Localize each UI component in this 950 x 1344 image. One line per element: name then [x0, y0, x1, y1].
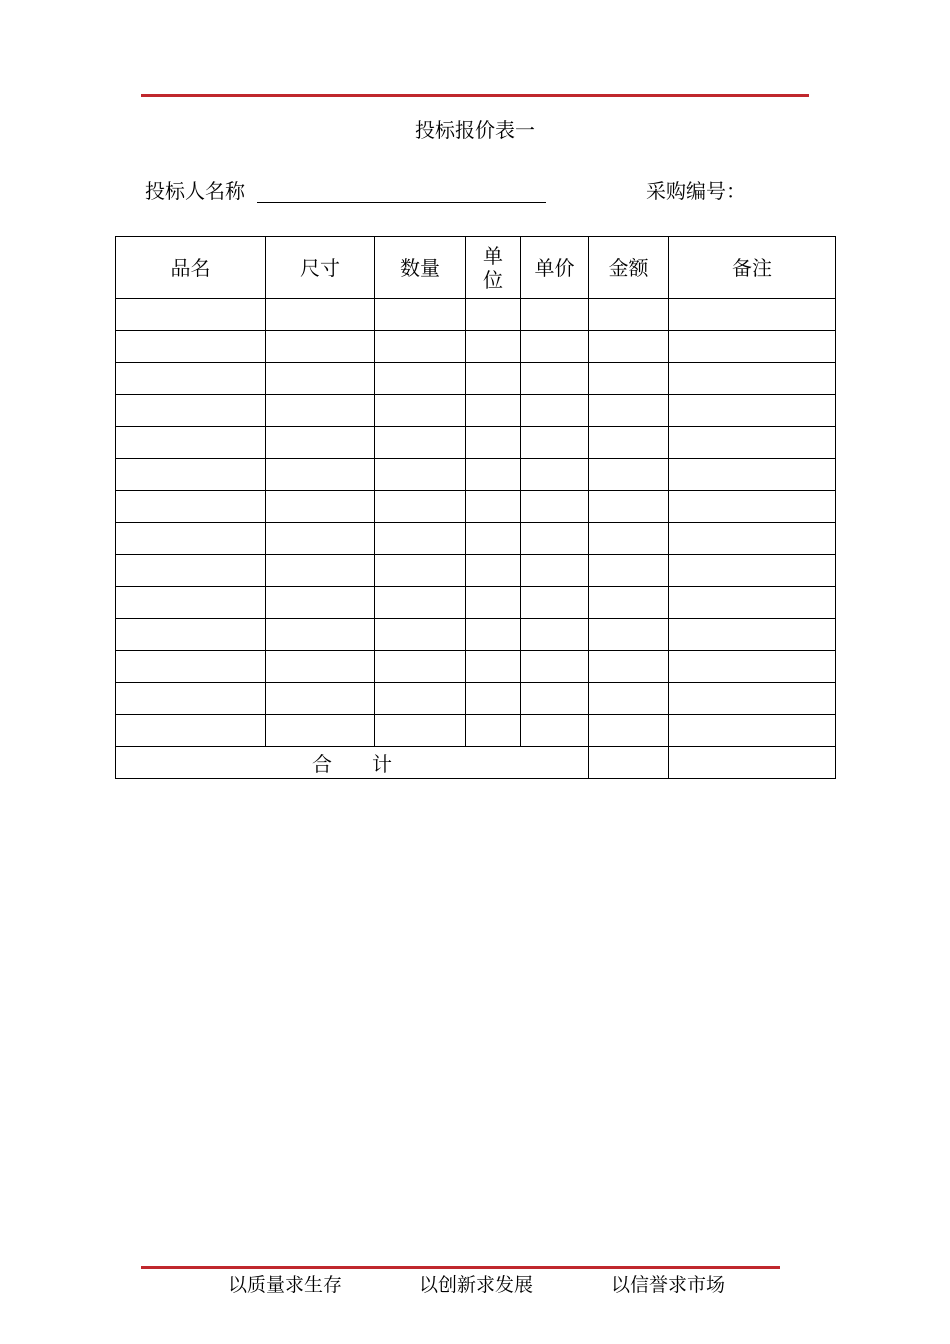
cell-item-name[interactable]	[116, 299, 266, 331]
cell-remarks[interactable]	[669, 651, 836, 683]
cell-quantity[interactable]	[375, 395, 466, 427]
cell-remarks[interactable]	[669, 715, 836, 747]
footer-slogan-quality: 以质量求生存	[228, 1274, 343, 1296]
cell-remarks[interactable]	[669, 683, 836, 715]
cell-item-name[interactable]	[116, 587, 266, 619]
cell-unit[interactable]	[466, 459, 521, 491]
cell-size[interactable]	[266, 619, 375, 651]
cell-quantity[interactable]	[375, 331, 466, 363]
bidder-name-label: 投标人名称	[145, 179, 245, 203]
cell-remarks[interactable]	[669, 427, 836, 459]
total-label	[116, 747, 589, 779]
table-row	[116, 331, 836, 363]
cell-amount[interactable]	[589, 715, 669, 747]
cell-amount[interactable]	[589, 683, 669, 715]
total-label-1: 合	[312, 752, 332, 776]
table-row	[116, 427, 836, 459]
cell-size[interactable]	[266, 427, 375, 459]
cell-item-name[interactable]	[116, 459, 266, 491]
header-amount: 金额	[589, 237, 669, 299]
cell-amount[interactable]	[589, 331, 669, 363]
cell-quantity[interactable]	[375, 523, 466, 555]
header-divider	[141, 94, 809, 97]
cell-amount[interactable]	[589, 619, 669, 651]
table-row	[116, 619, 836, 651]
header-unit-price: 单价	[521, 237, 589, 299]
cell-quantity[interactable]	[375, 555, 466, 587]
cell-item-name[interactable]	[116, 363, 266, 395]
cell-remarks[interactable]	[669, 555, 836, 587]
cell-unit-price[interactable]	[521, 651, 589, 683]
cell-quantity[interactable]	[375, 619, 466, 651]
cell-unit-price[interactable]	[521, 459, 589, 491]
header-remarks: 备注	[669, 237, 836, 299]
header-unit-line2: 位	[483, 267, 503, 292]
table-row	[116, 363, 836, 395]
cell-unit[interactable]	[466, 587, 521, 619]
cell-unit[interactable]	[466, 427, 521, 459]
cell-remarks[interactable]	[669, 491, 836, 523]
cell-item-name[interactable]	[116, 331, 266, 363]
cell-quantity[interactable]	[375, 683, 466, 715]
cell-item-name[interactable]	[116, 619, 266, 651]
cell-amount[interactable]	[589, 427, 669, 459]
cell-size[interactable]	[266, 459, 375, 491]
cell-quantity[interactable]	[375, 427, 466, 459]
cell-size[interactable]	[266, 587, 375, 619]
header-size: 尺寸	[266, 237, 375, 299]
footer-slogan-innovation: 以创新求发展	[419, 1274, 534, 1296]
cell-unit[interactable]	[466, 651, 521, 683]
footer-slogan-reputation: 以信誉求市场	[611, 1274, 726, 1296]
cell-unit-price[interactable]	[521, 299, 589, 331]
cell-remarks[interactable]	[669, 331, 836, 363]
table-row	[116, 555, 836, 587]
table-row	[116, 651, 836, 683]
cell-unit[interactable]	[466, 555, 521, 587]
cell-size[interactable]	[266, 555, 375, 587]
cell-unit[interactable]	[466, 363, 521, 395]
table-row	[116, 299, 836, 331]
cell-unit-price[interactable]	[521, 331, 589, 363]
cell-unit[interactable]	[466, 299, 521, 331]
header-unit	[466, 237, 521, 299]
cell-quantity[interactable]	[375, 715, 466, 747]
cell-item-name[interactable]	[116, 555, 266, 587]
cell-unit-price[interactable]	[521, 619, 589, 651]
cell-quantity[interactable]	[375, 587, 466, 619]
cell-remarks[interactable]	[669, 619, 836, 651]
cell-size[interactable]	[266, 683, 375, 715]
cell-unit-price[interactable]	[521, 395, 589, 427]
procurement-number-label: 采购编号：	[646, 179, 746, 203]
cell-item-name[interactable]	[116, 683, 266, 715]
cell-item-name[interactable]	[116, 395, 266, 427]
table-row	[116, 683, 836, 715]
cell-unit-price[interactable]	[521, 587, 589, 619]
cell-unit-price[interactable]	[521, 363, 589, 395]
cell-quantity[interactable]	[375, 491, 466, 523]
cell-unit-price[interactable]	[521, 715, 589, 747]
header-unit-line1: 单	[483, 243, 503, 268]
table-row	[116, 459, 836, 491]
cell-size[interactable]	[266, 651, 375, 683]
cell-unit[interactable]	[466, 491, 521, 523]
cell-remarks[interactable]	[669, 459, 836, 491]
cell-unit[interactable]	[466, 715, 521, 747]
cell-size[interactable]	[266, 491, 375, 523]
table-row	[116, 587, 836, 619]
total-remarks-cell[interactable]	[669, 747, 836, 779]
quote-table	[115, 236, 836, 779]
header-quantity: 数量	[375, 237, 466, 299]
cell-remarks[interactable]	[669, 363, 836, 395]
total-row	[116, 747, 836, 779]
cell-remarks[interactable]	[669, 523, 836, 555]
cell-amount[interactable]	[589, 651, 669, 683]
cell-amount[interactable]	[589, 363, 669, 395]
cell-amount[interactable]	[589, 555, 669, 587]
cell-unit-price[interactable]	[521, 555, 589, 587]
cell-unit[interactable]	[466, 523, 521, 555]
table-row	[116, 395, 836, 427]
cell-quantity[interactable]	[375, 651, 466, 683]
cell-amount[interactable]	[589, 523, 669, 555]
cell-item-name[interactable]	[116, 715, 266, 747]
cell-amount[interactable]	[589, 587, 669, 619]
cell-amount[interactable]	[589, 491, 669, 523]
cell-size[interactable]	[266, 299, 375, 331]
cell-size[interactable]	[266, 523, 375, 555]
cell-unit-price[interactable]	[521, 491, 589, 523]
cell-item-name[interactable]	[116, 651, 266, 683]
cell-unit[interactable]	[466, 331, 521, 363]
page-title: 投标报价表一	[415, 118, 535, 142]
cell-unit[interactable]	[466, 619, 521, 651]
cell-size[interactable]	[266, 395, 375, 427]
cell-amount[interactable]	[589, 395, 669, 427]
cell-remarks[interactable]	[669, 299, 836, 331]
table-header-row	[116, 237, 836, 299]
cell-item-name[interactable]	[116, 427, 266, 459]
cell-quantity[interactable]	[375, 459, 466, 491]
cell-quantity[interactable]	[375, 363, 466, 395]
cell-quantity[interactable]	[375, 299, 466, 331]
cell-size[interactable]	[266, 715, 375, 747]
cell-unit[interactable]	[466, 395, 521, 427]
cell-remarks[interactable]	[669, 395, 836, 427]
cell-item-name[interactable]	[116, 523, 266, 555]
cell-size[interactable]	[266, 331, 375, 363]
footer-divider	[141, 1266, 780, 1269]
cell-amount[interactable]	[589, 299, 669, 331]
cell-remarks[interactable]	[669, 587, 836, 619]
total-label-2: 计	[372, 752, 392, 776]
cell-unit-price[interactable]	[521, 683, 589, 715]
table-row	[116, 491, 836, 523]
table-row	[116, 523, 836, 555]
total-amount-cell[interactable]	[589, 747, 669, 779]
cell-unit-price[interactable]	[521, 427, 589, 459]
header-item-name: 品名	[116, 237, 266, 299]
cell-amount[interactable]	[589, 459, 669, 491]
cell-unit[interactable]	[466, 683, 521, 715]
table-row	[116, 715, 836, 747]
bidder-name-blank[interactable]	[257, 202, 546, 203]
cell-item-name[interactable]	[116, 491, 266, 523]
cell-unit-price[interactable]	[521, 523, 589, 555]
cell-size[interactable]	[266, 363, 375, 395]
